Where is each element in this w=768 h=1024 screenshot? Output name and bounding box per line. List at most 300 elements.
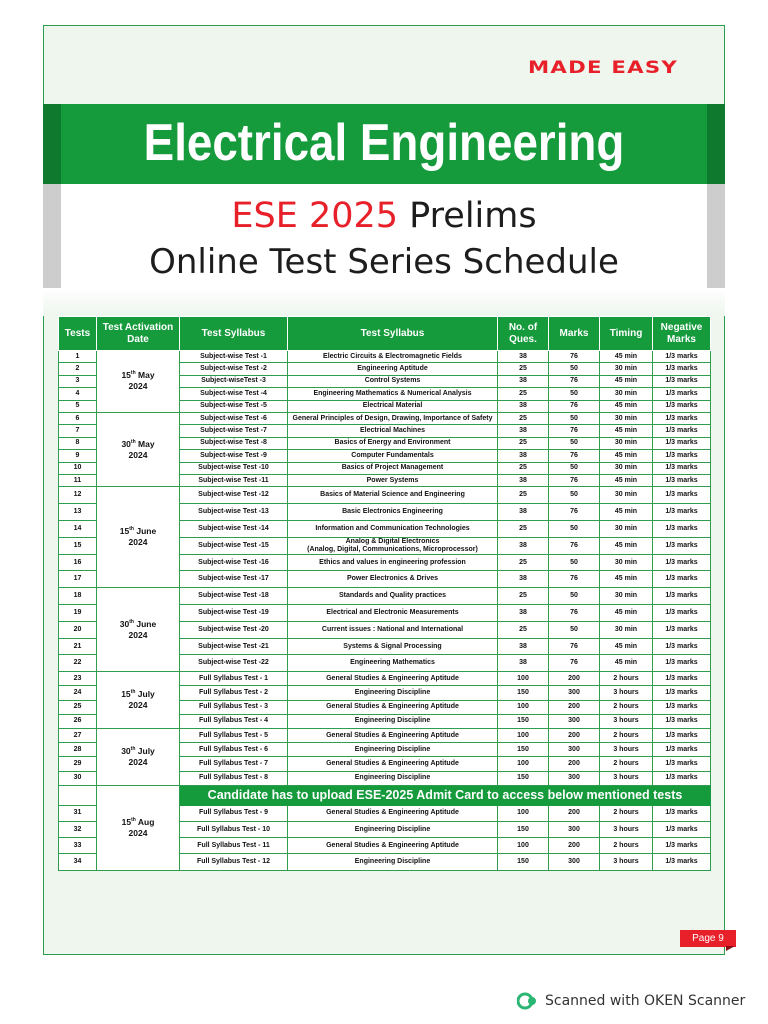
marks: 200 [549,805,600,821]
negative-marks: 1/3 marks [653,351,711,363]
no-of-questions: 38 [498,351,549,363]
marks: 50 [549,520,600,537]
no-of-questions: 150 [498,854,549,870]
negative-marks: 1/3 marks [653,450,711,462]
no-of-questions: 38 [498,638,549,655]
test-name: Full Syllabus Test - 10 [180,821,288,837]
no-of-questions: 25 [498,388,549,400]
test-syllabus [288,474,498,486]
test-syllabus [288,437,498,449]
no-of-questions: 25 [498,520,549,537]
test-number: 22 [59,655,97,672]
test-syllabus [288,375,498,387]
activation-date [97,588,180,672]
negative-marks: 1/3 marks [653,425,711,437]
scanner-text: Scanned with OKEN Scanner [545,993,746,1009]
syllabus-text: Engineering Discipline [354,774,431,782]
negative-marks: 1/3 marks [653,686,711,700]
test-number: 34 [59,854,97,870]
marks: 50 [549,621,600,638]
date-month: July [137,689,155,700]
no-of-questions: 100 [498,838,549,854]
marks: 300 [549,714,600,728]
negative-marks: 1/3 marks [653,363,711,375]
negative-marks: 1/3 marks [653,375,711,387]
negative-marks: 1/3 marks [653,757,711,771]
test-number: 17 [59,571,97,588]
admit-card-notice: Candidate has to upload ESE-2025 Admit Card to access below mentioned tests [180,785,711,805]
syllabus-text: Electrical Material [362,402,423,410]
timing: 30 min [600,588,653,605]
syllabus-text: General Studies & Engineering Aptitude [326,674,459,682]
negative-marks: 1/3 marks [653,462,711,474]
no-of-questions: 150 [498,771,549,785]
timing: 30 min [600,412,653,424]
test-name: Subject-wise Test -16 [180,554,288,571]
table-header-row [59,317,711,351]
negative-marks: 1/3 marks [653,588,711,605]
negative-marks: 1/3 marks [653,638,711,655]
date-year: 2024 [128,756,148,767]
syllabus-text: Control Systems [364,377,421,385]
activation-date [97,351,180,413]
marks: 76 [549,375,600,387]
syllabus-text: Engineering Mathematics [350,659,435,667]
test-syllabus [288,554,498,571]
test-syllabus [288,621,498,638]
negative-marks: 1/3 marks [653,520,711,537]
test-name: Subject-wise Test -13 [180,504,288,521]
negative-marks: 1/3 marks [653,821,711,837]
test-number: 14 [59,520,97,537]
test-number: 23 [59,672,97,686]
test-name: Subject-wise Test -12 [180,487,288,504]
syllabus-text: Standards and Quality practices [339,592,446,600]
timing: 30 min [600,363,653,375]
test-syllabus [288,854,498,870]
timing: 45 min [600,504,653,521]
test-name: Subject-wise Test -21 [180,638,288,655]
negative-marks: 1/3 marks [653,554,711,571]
test-number: 21 [59,638,97,655]
negative-marks: 1/3 marks [653,729,711,743]
test-number: 6 [59,412,97,424]
negative-marks: 1/3 marks [653,388,711,400]
timing: 30 min [600,520,653,537]
test-name: Full Syllabus Test - 6 [180,743,288,757]
marks: 50 [549,437,600,449]
page-badge-corner [726,946,735,951]
test-number: 24 [59,686,97,700]
timing: 45 min [600,425,653,437]
test-syllabus [288,412,498,424]
subtitle-line-2: Online Test Series Schedule [149,242,619,282]
timing: 30 min [600,621,653,638]
no-of-questions: 100 [498,729,549,743]
marks: 76 [549,425,600,437]
no-of-questions: 38 [498,450,549,462]
test-syllabus [288,462,498,474]
marks: 300 [549,771,600,785]
test-number: 30 [59,771,97,785]
table-row [59,351,711,363]
marks: 76 [549,504,600,521]
test-syllabus [288,838,498,854]
activation-date [97,729,180,786]
syllabus-subtext: (Analog, Digital, Communications, Microprocessor) [307,545,478,553]
marks: 200 [549,729,600,743]
timing: 3 hours [600,743,653,757]
test-number: 15 [59,537,97,554]
no-of-questions: 38 [498,504,549,521]
syllabus-text: Ethics and values in engineering profession [319,558,466,566]
date-year: 2024 [128,700,148,711]
test-syllabus [288,363,498,375]
date-suffix: th [130,689,136,696]
test-syllabus [288,537,498,554]
header-tests: Tests [59,317,97,351]
syllabus-text: General Studies & Engineering Aptitude [326,703,459,711]
marks: 200 [549,757,600,771]
timing: 45 min [600,655,653,672]
no-of-questions: 38 [498,425,549,437]
test-name: Subject-wise Test -1 [180,351,288,363]
marks: 50 [549,363,600,375]
negative-marks: 1/3 marks [653,672,711,686]
test-name: Full Syllabus Test - 12 [180,854,288,870]
marks: 76 [549,537,600,554]
no-of-questions: 38 [498,655,549,672]
syllabus-text: General Studies & Engineering Aptitude [326,759,459,767]
test-number: 5 [59,400,97,412]
test-syllabus [288,757,498,771]
timing: 3 hours [600,771,653,785]
test-number: 28 [59,743,97,757]
syllabus-text: Basics of Energy and Environment [334,439,451,447]
syllabus-text: Information and Communication Technologies [315,524,470,532]
no-of-questions: 150 [498,743,549,757]
marks: 300 [549,821,600,837]
no-of-questions: 25 [498,412,549,424]
brand-logo: MADE EASY [528,58,679,78]
date-day: 15 [121,689,131,700]
test-number: 8 [59,437,97,449]
test-syllabus [288,520,498,537]
no-of-questions: 100 [498,672,549,686]
marks: 50 [549,388,600,400]
header-timing: Timing [600,317,653,351]
date-month: May [138,370,155,381]
date-month: June [136,618,157,629]
timing: 45 min [600,638,653,655]
marks: 300 [549,743,600,757]
test-syllabus [288,571,498,588]
no-of-questions: 25 [498,363,549,375]
test-name: Full Syllabus Test - 8 [180,771,288,785]
test-name: Full Syllabus Test - 7 [180,757,288,771]
test-number: 29 [59,757,97,771]
date-day: 30 [121,438,131,449]
negative-marks: 1/3 marks [653,621,711,638]
date-year: 2024 [128,381,148,392]
marks: 76 [549,474,600,486]
date-suffix: th [131,816,136,823]
negative-marks: 1/3 marks [653,743,711,757]
header-no-of-ques: No. of Ques. [498,317,549,351]
test-number: 12 [59,487,97,504]
test-number: 32 [59,821,97,837]
test-number: 25 [59,700,97,714]
no-of-questions: 100 [498,805,549,821]
test-name: Subject-wise Test -14 [180,520,288,537]
table-row [59,672,711,686]
marks: 76 [549,450,600,462]
test-syllabus [288,400,498,412]
test-number: 11 [59,474,97,486]
test-name: Subject-wise Test -11 [180,474,288,486]
timing: 2 hours [600,838,653,854]
syllabus-text: Current issues : National and International [321,625,464,633]
no-of-questions: 25 [498,462,549,474]
marks: 76 [549,605,600,622]
date-day: 15 [119,526,130,537]
date-suffix: th [129,526,134,533]
test-number: 10 [59,462,97,474]
table-row [59,588,711,605]
page-number-badge: Page 9 [680,930,736,947]
negative-marks: 1/3 marks [653,504,711,521]
test-name: Subject-wise Test -19 [180,605,288,622]
test-name: Subject-wise Test -20 [180,621,288,638]
date-suffix: th [130,745,136,752]
test-name: Subject-wise Test -17 [180,571,288,588]
marks: 50 [549,462,600,474]
test-name: Full Syllabus Test - 2 [180,686,288,700]
scanner-watermark [517,990,745,1012]
negative-marks: 1/3 marks [653,771,711,785]
test-syllabus [288,655,498,672]
test-name: Subject-wise Test -22 [180,655,288,672]
test-number: 20 [59,621,97,638]
syllabus-text: Basics of Project Management [341,464,444,472]
syllabus-text: Electrical and Electronic Measurements [326,608,459,616]
test-name: Full Syllabus Test - 1 [180,672,288,686]
timing: 45 min [600,571,653,588]
header-test-syllabus: Test Syllabus [288,317,498,351]
syllabus-text: Basic Electronics Engineering [342,507,443,515]
title-band-edge-right [707,104,725,184]
negative-marks: 1/3 marks [653,412,711,424]
table-row [59,487,711,504]
test-syllabus [288,487,498,504]
syllabus-text: Engineering Discipline [354,689,431,697]
table-row [59,729,711,743]
test-name: Subject-wise Test -18 [180,588,288,605]
negative-marks: 1/3 marks [653,487,711,504]
negative-marks: 1/3 marks [653,700,711,714]
test-syllabus [288,588,498,605]
test-name: Full Syllabus Test - 9 [180,805,288,821]
test-name: Subject-wiseTest -3 [180,375,288,387]
date-suffix: th [129,618,134,625]
test-name: Subject-wise Test -4 [180,388,288,400]
syllabus-text: Engineering Discipline [354,857,431,865]
activation-date [97,412,180,486]
subtitle-prelims: Prelims [398,196,537,236]
test-name: Full Syllabus Test - 11 [180,838,288,854]
date-day: 15 [121,370,131,381]
test-syllabus [288,638,498,655]
table-row [59,412,711,424]
marks: 300 [549,854,600,870]
negative-marks: 1/3 marks [653,537,711,554]
syllabus-text: Analog & Digital Electronics [345,537,440,545]
timing: 3 hours [600,714,653,728]
timing: 2 hours [600,757,653,771]
subtitle-edge-right [707,184,725,288]
no-of-questions: 100 [498,700,549,714]
date-day: 30 [119,618,130,629]
timing: 45 min [600,537,653,554]
marks: 76 [549,655,600,672]
test-syllabus [288,771,498,785]
date-year: 2024 [128,537,148,548]
timing: 45 min [600,375,653,387]
test-syllabus [288,351,498,363]
test-name: Subject-wise Test -7 [180,425,288,437]
notice-spacer [59,785,97,805]
test-syllabus [288,821,498,837]
marks: 76 [549,400,600,412]
date-day: 15 [121,816,132,827]
no-of-questions: 150 [498,714,549,728]
marks: 76 [549,351,600,363]
negative-marks: 1/3 marks [653,655,711,672]
date-year: 2024 [128,449,148,460]
date-month: June [136,526,157,537]
syllabus-text: Engineering Mathematics & Numerical Analysis [313,389,472,397]
test-syllabus [288,743,498,757]
date-day: 30 [121,745,131,756]
table-body [59,351,711,871]
date-year: 2024 [128,629,148,640]
no-of-questions: 38 [498,474,549,486]
test-number: 26 [59,714,97,728]
test-number: 13 [59,504,97,521]
timing: 30 min [600,437,653,449]
date-month: July [137,745,155,756]
test-syllabus [288,504,498,521]
test-number: 31 [59,805,97,821]
syllabus-text: Computer Fundamentals [351,451,434,459]
negative-marks: 1/3 marks [653,571,711,588]
test-number: 27 [59,729,97,743]
test-number: 16 [59,554,97,571]
activation-date [97,785,180,870]
test-name: Subject-wise Test -8 [180,437,288,449]
test-syllabus [288,672,498,686]
schedule-table [58,316,711,871]
title-band-edge-left [43,104,61,184]
negative-marks: 1/3 marks [653,854,711,870]
date-suffix: th [130,370,136,377]
test-number: 2 [59,363,97,375]
activation-date [97,672,180,729]
syllabus-text: Electric Circuits & Electromagnetic Fields [323,352,462,360]
test-syllabus [288,388,498,400]
syllabus-text: General Studies & Engineering Aptitude [326,809,459,817]
timing: 2 hours [600,729,653,743]
marks: 76 [549,571,600,588]
test-name: Subject-wise Test -2 [180,363,288,375]
marks: 200 [549,838,600,854]
no-of-questions: 25 [498,554,549,571]
syllabus-text: Electrical Machines [360,427,425,435]
timing: 45 min [600,351,653,363]
subtitle-line-1 [61,196,707,236]
test-syllabus [288,714,498,728]
timing: 45 min [600,605,653,622]
test-name: Full Syllabus Test - 5 [180,729,288,743]
scanner-logo-icon [517,991,537,1011]
test-name: Full Syllabus Test - 3 [180,700,288,714]
syllabus-text: Engineering Aptitude [357,365,428,373]
test-number: 7 [59,425,97,437]
test-syllabus [288,700,498,714]
timing: 30 min [600,487,653,504]
syllabus-text: General Studies & Engineering Aptitude [326,731,459,739]
activation-date [97,487,180,588]
negative-marks: 1/3 marks [653,474,711,486]
header-marks: Marks [549,317,600,351]
negative-marks: 1/3 marks [653,714,711,728]
syllabus-text: Engineering Discipline [354,717,431,725]
marks: 200 [549,672,600,686]
timing: 2 hours [600,672,653,686]
syllabus-text: Systems & Signal Processing [343,642,442,650]
test-number: 9 [59,450,97,462]
test-number: 1 [59,351,97,363]
no-of-questions: 150 [498,821,549,837]
syllabus-text: Engineering Discipline [354,825,431,833]
syllabus-text: Basics of Material Science and Engineering [320,491,465,499]
test-name: Subject-wise Test -6 [180,412,288,424]
timing: 30 min [600,388,653,400]
timing: 3 hours [600,686,653,700]
syllabus-text: Engineering Discipline [354,745,431,753]
test-syllabus [288,805,498,821]
page-title: Electrical Engineering [143,114,625,172]
subtitle-fade [43,288,725,316]
timing: 30 min [600,554,653,571]
marks: 76 [549,638,600,655]
no-of-questions: 25 [498,487,549,504]
test-name: Subject-wise Test -9 [180,450,288,462]
no-of-questions: 100 [498,757,549,771]
timing: 3 hours [600,821,653,837]
date-month: May [138,438,155,449]
subtitle-exam: ESE 2025 [231,196,399,236]
negative-marks: 1/3 marks [653,400,711,412]
notice-row [59,785,711,805]
negative-marks: 1/3 marks [653,838,711,854]
syllabus-text: Power Electronics & Drives [346,575,439,583]
no-of-questions: 25 [498,621,549,638]
timing: 45 min [600,400,653,412]
test-syllabus [288,425,498,437]
timing: 3 hours [600,854,653,870]
header-negative-marks: Negative Marks [653,317,711,351]
